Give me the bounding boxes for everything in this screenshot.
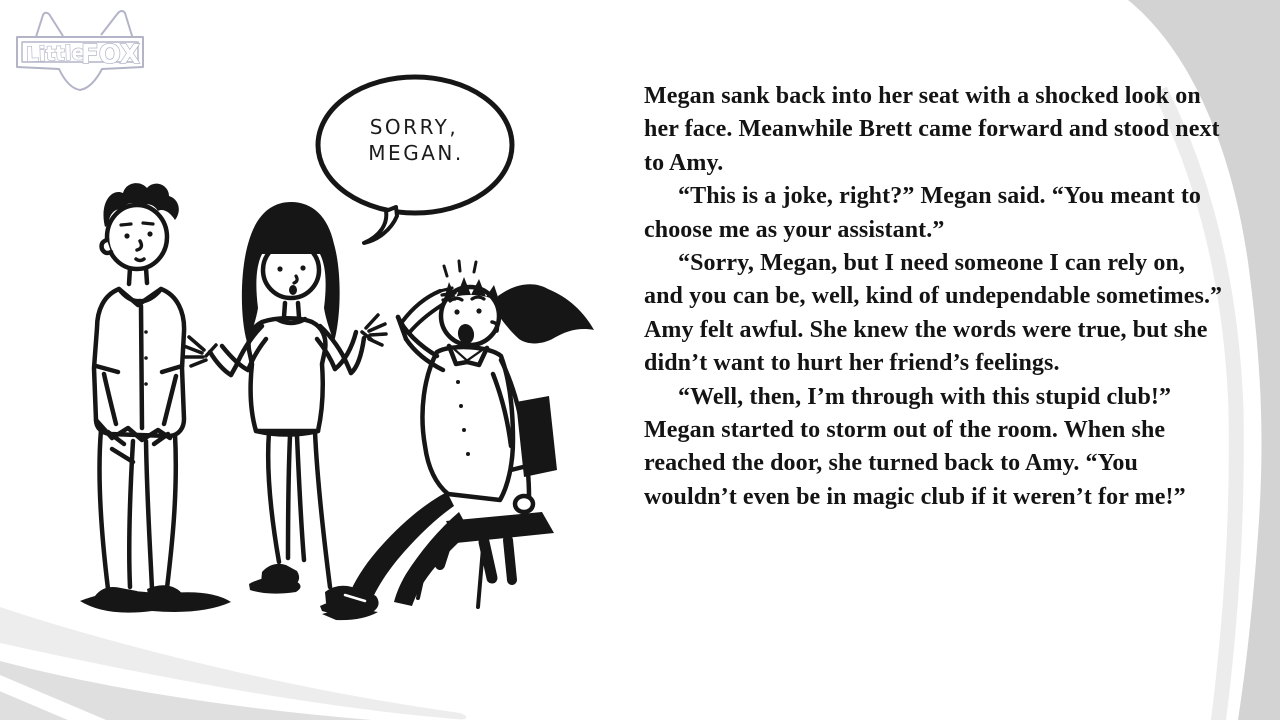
character-brett bbox=[80, 183, 231, 613]
amy-shirt bbox=[249, 318, 326, 431]
speech-bubble-line1: SORRY, bbox=[369, 115, 459, 139]
story-paragraph: Megan sank back into her seat with a shocked look on her face. Meanwhile Brett came forward and stood next to Amy. bbox=[644, 83, 1220, 176]
megan-shirt bbox=[422, 347, 513, 500]
logo-little-label: Little bbox=[25, 40, 86, 67]
speech-bubble bbox=[318, 77, 512, 243]
speech-bubble-line2: MEGAN. bbox=[368, 141, 464, 165]
story-paragraph: “Well, then, I’m through with this stupid club!” Megan started to storm out of the room. When she reached the door, she turned back to Amy. “You wouldn’t even be in magic club if it weren’t for me!” bbox=[644, 383, 1186, 510]
character-amy bbox=[184, 202, 386, 615]
logo-fox-label: FOX bbox=[81, 40, 140, 70]
speech-bubble-tail bbox=[364, 207, 397, 243]
megan-ponytail bbox=[497, 284, 594, 343]
story-text bbox=[644, 80, 1229, 514]
character-megan bbox=[322, 261, 594, 620]
megan-hand bbox=[515, 496, 533, 512]
amy-shoe bbox=[261, 564, 299, 588]
brett-shoe bbox=[95, 587, 141, 607]
story-paragraph: “This is a joke, right?” Megan said. “You meant to choose me as your assistant.” bbox=[644, 183, 1202, 243]
story-paragraph: “Sorry, Megan, but I need someone I can rely on, and you can be, well, kind of undependable sometimes.” Amy felt awful. She knew the words were true, but she didn’t want to hurt her friend’s feelings. bbox=[644, 250, 1223, 377]
brett-shoe bbox=[147, 585, 182, 603]
